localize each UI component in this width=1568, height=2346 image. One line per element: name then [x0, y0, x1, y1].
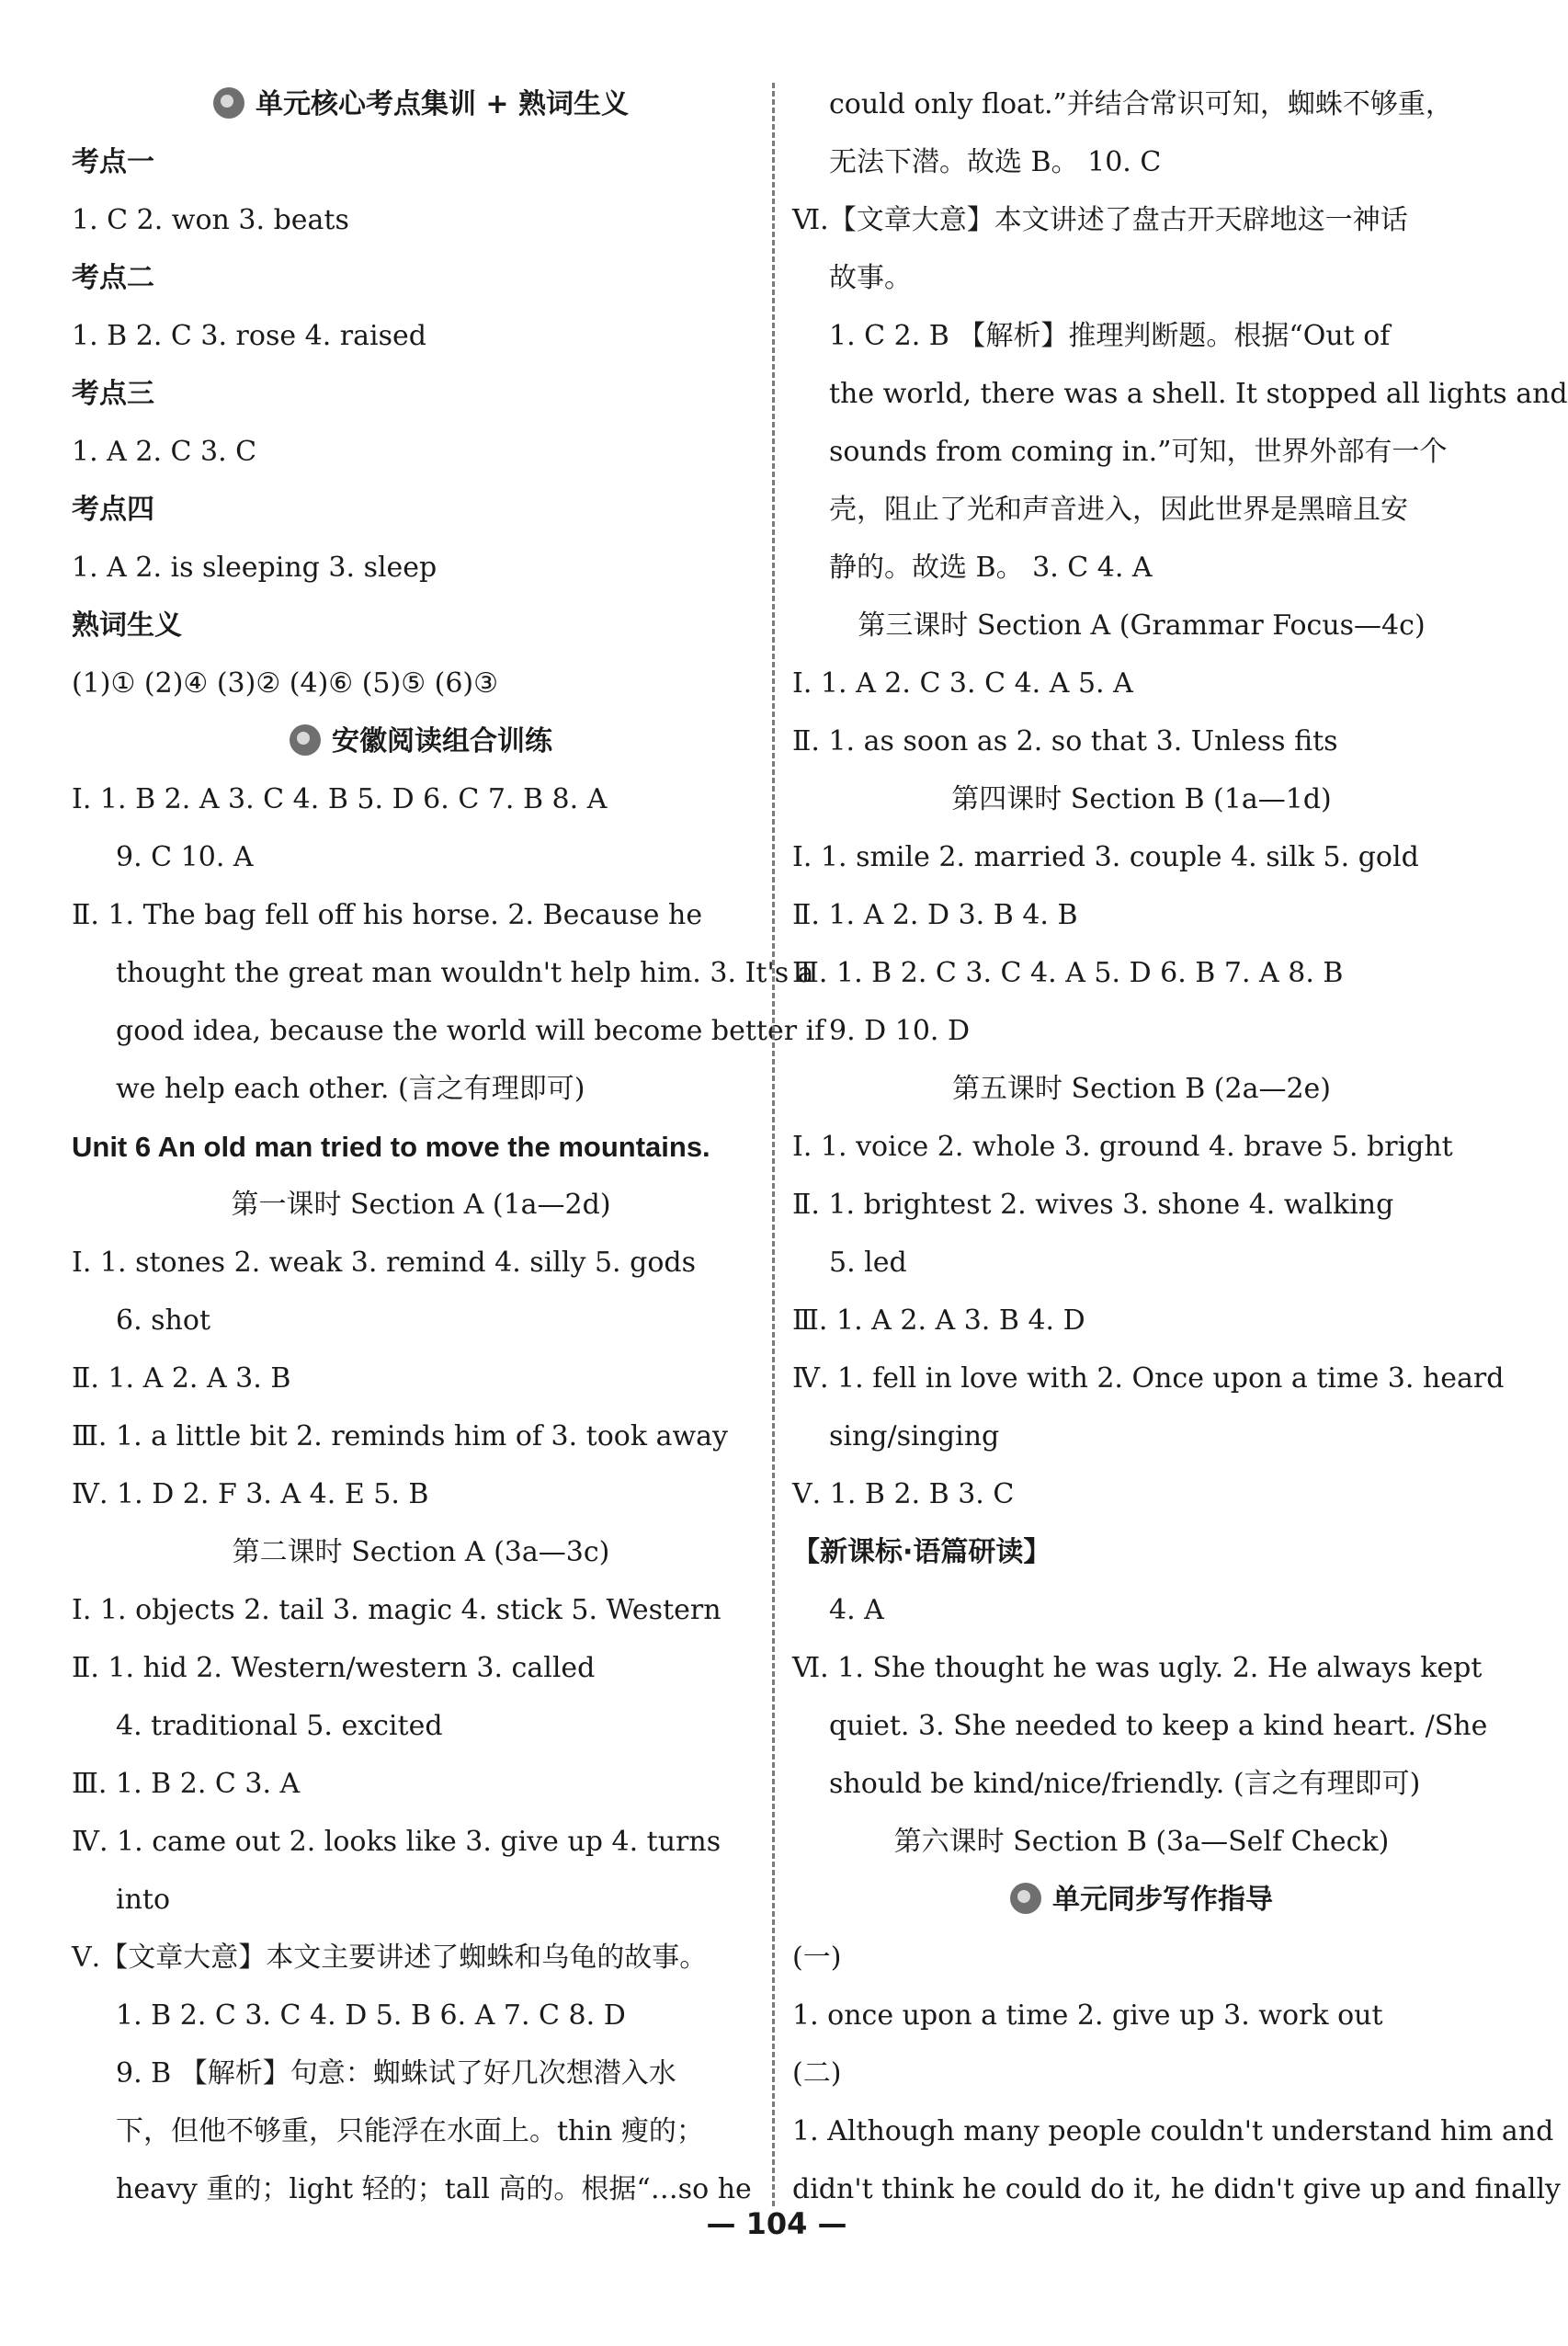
line-text: didn't think he could do it, he didn't give up and finally	[792, 2173, 1562, 2205]
text-line	[792, 75, 1491, 133]
section-bullet-icon	[290, 724, 321, 756]
line-text: Ⅰ. 1. A 2. C 3. C 4. A 5. A	[792, 667, 1133, 700]
line-text: 1. C 2. B 【解析】推理判断题。根据“Out of	[829, 320, 1391, 352]
text-line	[72, 2044, 770, 2102]
text-line	[792, 1523, 1491, 1581]
column-divider	[772, 83, 775, 2206]
text-line	[792, 1350, 1505, 1407]
line-text: 无法下潜。故选 B。 10. C	[829, 146, 1162, 178]
text-line	[72, 1350, 770, 1407]
text-line	[72, 1581, 770, 1639]
text-line	[792, 1002, 1491, 1060]
text-line	[72, 770, 770, 828]
text-line	[72, 365, 770, 423]
text-line	[792, 133, 1491, 191]
text-line	[792, 1234, 1491, 1292]
text-line	[792, 1292, 1491, 1350]
line-text: Ⅳ. 1. fell in love with 2. Once upon a time 3. heard	[792, 1362, 1505, 1395]
text-line	[72, 133, 770, 191]
text-line	[72, 597, 770, 655]
line-text: Ⅰ. 1. voice 2. whole 3. ground 4. brave 5. bright	[792, 1131, 1453, 1163]
text-line	[72, 1292, 770, 1350]
text-line	[792, 481, 1491, 539]
section-bullet-icon	[1010, 1883, 1041, 1914]
text-line	[792, 1987, 1491, 2044]
text-line	[72, 944, 814, 1002]
section-bullet-icon	[213, 87, 244, 119]
line-text: Ⅱ. 1. A 2. A 3. B	[72, 1362, 291, 1395]
text-line	[72, 307, 770, 365]
line-text: Ⅱ. 1. brightest 2. wives 3. shone 4. walking	[792, 1189, 1394, 1221]
text-line	[72, 1639, 770, 1697]
line-text: 考点三	[72, 378, 154, 410]
line-text: could only float.”并结合常识可知，蜘蛛不够重，	[829, 88, 1453, 120]
line-text: the world, there was a shell. It stopped all lights and	[829, 378, 1568, 410]
line-text: 1. B 2. C 3. C 4. D 5. B 6. A 7. C 8. D	[116, 1999, 626, 2032]
text-line	[72, 655, 770, 712]
text-line	[792, 249, 1491, 307]
line-text: 1. Although many people couldn't understand him and	[792, 2115, 1554, 2147]
text-line	[792, 1813, 1491, 1871]
line-text: Ⅱ. 1. as soon as 2. so that 3. Unless fits	[792, 725, 1338, 757]
line-text: 【新课标·语篇研读】	[792, 1536, 1051, 1568]
text-line	[792, 770, 1491, 828]
line-text: into	[116, 1884, 171, 1916]
line-text: 单元核心考点集训 + 熟词生义	[255, 88, 630, 120]
line-text: 第二课时 Section A (3a—3c)	[232, 1536, 610, 1568]
line-text: 9. D 10. D	[829, 1015, 971, 1047]
line-text: Ⅳ. 1. D 2. F 3. A 4. E 5. B	[72, 1478, 429, 1510]
line-text: Ⅰ. 1. objects 2. tail 3. magic 4. stick 5. Western	[72, 1594, 722, 1626]
line-text: 壳，阻止了光和声音进入，因此世界是黑暗且安	[829, 494, 1408, 526]
text-line	[792, 1929, 1491, 1987]
line-text: heavy 重的；light 轻的；tall 高的。根据“…so he	[116, 2173, 752, 2205]
text-line	[792, 1176, 1491, 1234]
text-line	[72, 1060, 770, 1118]
text-line	[72, 1118, 770, 1176]
line-text: Ⅱ. 1. A 2. D 3. B 4. B	[792, 899, 1078, 931]
text-line	[72, 1987, 770, 2044]
text-line	[792, 1407, 1491, 1465]
line-text: 考点一	[72, 146, 154, 178]
line-text: 1. B 2. C 3. rose 4. raised	[72, 320, 426, 352]
line-text: thought the great man wouldn't help him. 3. It's a	[116, 957, 814, 989]
line-text: 1. A 2. C 3. C	[72, 436, 257, 468]
line-text: 安徽阅读组合训练	[332, 725, 552, 757]
line-text: Ⅰ. 1. B 2. A 3. C 4. B 5. D 6. C 7. B 8. A	[72, 783, 608, 815]
text-line	[72, 1465, 770, 1523]
text-line	[792, 1118, 1491, 1176]
text-line	[792, 1697, 1491, 1755]
text-line	[792, 307, 1491, 365]
text-line	[72, 481, 770, 539]
line-text: 1. A 2. is sleeping 3. sleep	[72, 552, 437, 584]
line-text: Ⅲ. 1. A 2. A 3. B 4. D	[792, 1304, 1085, 1337]
text-line	[72, 1929, 770, 1987]
text-line	[72, 539, 770, 597]
line-text: (1)① (2)④ (3)② (4)⑥ (5)⑤ (6)③	[72, 667, 499, 700]
text-line	[792, 365, 1568, 423]
line-text: Ⅲ. 1. B 2. C 3. C 4. A 5. D 6. B 7. A 8. B	[792, 957, 1344, 989]
line-text: 故事。	[829, 262, 912, 294]
line-text: Ⅲ. 1. a little bit 2. reminds him of 3. took away	[72, 1420, 728, 1452]
line-text: 单元同步写作指导	[1052, 1884, 1273, 1916]
line-text: Ⅴ. 1. B 2. B 3. C	[792, 1478, 1015, 1510]
text-line	[792, 1755, 1491, 1813]
line-text: Ⅰ. 1. stones 2. weak 3. remind 4. silly 5. gods	[72, 1247, 696, 1279]
line-text: Unit 6 An old man tried to move the mountains.	[72, 1131, 710, 1163]
text-line	[792, 655, 1491, 712]
text-line	[72, 423, 770, 481]
left-column	[72, 75, 825, 2218]
text-line	[792, 1465, 1491, 1523]
section-heading	[72, 712, 770, 770]
line-text: (二)	[792, 2057, 842, 2090]
line-text: 第六课时 Section B (3a—Self Check)	[893, 1826, 1390, 1858]
line-text: Ⅲ. 1. B 2. C 3. A	[72, 1768, 301, 1800]
line-text: 第五课时 Section B (2a—2e)	[951, 1073, 1332, 1105]
line-text: 第四课时 Section B (1a—1d)	[951, 783, 1332, 815]
line-text: 第三课时 Section A (Grammar Focus—4c)	[858, 609, 1426, 642]
text-line	[792, 828, 1491, 886]
text-line	[72, 249, 770, 307]
text-line	[72, 1523, 770, 1581]
text-line	[792, 191, 1491, 249]
line-text: Ⅱ. 1. The bag fell off his horse. 2. Because he	[72, 899, 703, 931]
text-line	[792, 1639, 1491, 1697]
text-line	[72, 1813, 770, 1871]
text-line	[792, 1060, 1491, 1118]
text-line	[72, 1002, 825, 1060]
text-line	[72, 1871, 770, 1929]
line-text: Ⅵ.【文章大意】本文讲述了盘古开天辟地这一神话	[792, 204, 1408, 236]
text-line	[72, 828, 770, 886]
line-text: sounds from coming in.”可知，世界外部有一个	[829, 436, 1448, 468]
text-line	[72, 1755, 770, 1813]
line-text: Ⅴ.【文章大意】本文主要讲述了蜘蛛和乌龟的故事。	[72, 1942, 708, 1974]
text-line	[792, 423, 1491, 481]
line-text: 9. B 【解析】句意：蜘蛛试了好几次想潜入水	[116, 2057, 676, 2090]
line-text: 考点四	[72, 494, 154, 526]
line-text: Ⅰ. 1. smile 2. married 3. couple 4. silk 5. gold	[792, 841, 1419, 873]
text-line	[792, 539, 1491, 597]
line-text: 4. traditional 5. excited	[116, 1710, 443, 1742]
text-line	[72, 1407, 770, 1465]
line-text: 第一课时 Section A (1a—2d)	[231, 1189, 611, 1221]
line-text: sing/singing	[829, 1420, 1000, 1452]
text-line	[72, 886, 770, 944]
text-line	[792, 597, 1491, 655]
line-text: 6. shot	[116, 1304, 210, 1337]
text-line	[792, 944, 1491, 1002]
page-number: — 104 —	[706, 2206, 847, 2241]
right-column	[792, 75, 1568, 2218]
text-line	[792, 712, 1491, 770]
text-line	[792, 2102, 1554, 2160]
line-text: 5. led	[829, 1247, 907, 1279]
line-text: Ⅳ. 1. came out 2. looks like 3. give up 4. turns	[72, 1826, 722, 1858]
line-text: 4. A	[829, 1594, 884, 1626]
line-text: 熟词生义	[72, 609, 182, 642]
text-line	[72, 1234, 770, 1292]
line-text: 静的。故选 B。 3. C 4. A	[829, 552, 1153, 584]
line-text: we help each other. (言之有理即可)	[116, 1073, 585, 1105]
line-text: quiet. 3. She needed to keep a kind heart. /She	[829, 1710, 1488, 1742]
line-text: 1. once upon a time 2. give up 3. work out	[792, 1999, 1383, 2032]
text-line	[792, 886, 1491, 944]
line-text: Ⅱ. 1. hid 2. Western/western 3. called	[72, 1652, 596, 1684]
line-text: 下，但他不够重，只能浮在水面上。thin 瘦的；	[116, 2115, 704, 2147]
text-line	[72, 191, 770, 249]
line-text: (一)	[792, 1942, 842, 1974]
line-text: Ⅵ. 1. She thought he was ugly. 2. He always kept	[792, 1652, 1483, 1684]
line-text: 考点二	[72, 262, 154, 294]
line-text: 9. C 10. A	[116, 841, 254, 873]
section-heading	[72, 75, 770, 133]
text-line	[72, 2102, 770, 2160]
line-text: should be kind/nice/friendly. (言之有理即可)	[829, 1768, 1421, 1800]
text-line	[792, 2044, 1491, 2102]
line-text: good idea, because the world will become better if	[116, 1015, 825, 1047]
text-line	[72, 1176, 770, 1234]
line-text: 1. C 2. won 3. beats	[72, 204, 349, 236]
section-heading	[792, 1871, 1491, 1929]
text-line	[72, 1697, 770, 1755]
text-line	[792, 1581, 1491, 1639]
